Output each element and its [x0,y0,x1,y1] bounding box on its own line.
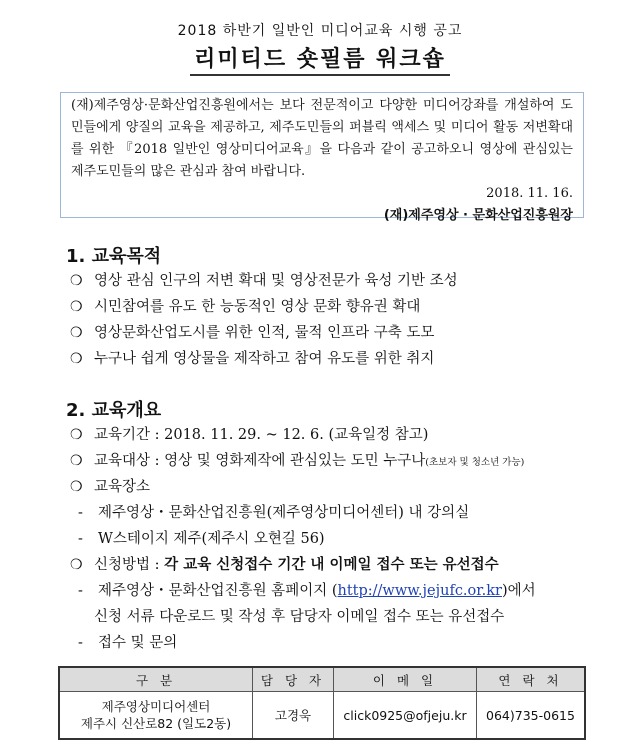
list-item: - 접수 및 문의 [70,630,630,656]
circle-bullet-icon: ❍ [70,299,83,315]
column-header: 구 분 [59,667,253,692]
dash-bullet: - [78,583,83,599]
list-item: ❍ 교육기간 : 2018. 11. 29. ~ 12. 6. (교육일정 참고) [70,422,630,448]
list-item: - W스테이지 제주(제주시 오현길 56) [70,526,630,552]
list-item: ❍ 신청방법 : 각 교육 신청접수 기간 내 이메일 접수 또는 유선접수 [70,552,630,578]
circle-bullet-icon: ❍ [70,325,83,341]
list-item: ❍ 누구나 쉽게 영상물을 제작하고 참여 유도를 위한 취지 [70,346,630,372]
purpose-list [70,268,630,372]
target-note: (초보자 및 청소년 가능) [425,457,525,468]
notice-pre-title: 2018 하반기 일반인 미디어교육 시행 공고 [177,23,463,39]
notice-box [60,92,584,223]
list-item: - 제주영상・문화산업진흥원 홈페이지 (http://www.jejufc.or.kr)에서 [70,578,630,604]
dash-bullet: - [78,531,83,547]
dash-bullet: - [78,635,83,651]
apply-method-bold: 각 교육 신청접수 기간 내 이메일 접수 또는 유선접수 [164,556,499,573]
phone-cell: 064)735-0615 [477,692,586,740]
contact-table [58,666,586,740]
manager-cell: 고경욱 [253,692,334,740]
org-address: 제주시 신산로82 (일도2동) [80,716,232,731]
table-header-row [59,667,585,692]
list-item: ❍ 교육장소 [70,474,630,500]
circle-bullet-icon: ❍ [70,479,83,495]
column-header: 담 당 자 [253,667,334,692]
list-item: ❍ 교육대상 : 영상 및 영화제작에 관심있는 도민 누구나(초보자 및 청소년 가능) [70,448,630,474]
notice-signature: (재)제주영상 · 문화산업진흥원장 [383,208,573,223]
circle-bullet-icon: ❍ [70,273,83,289]
homepage-link[interactable]: http://www.jejufc.or.kr [337,583,502,599]
column-header: 연 락 처 [477,667,586,692]
circle-bullet-icon: ❍ [70,427,83,443]
list-item: ❍ 시민참여를 유도 한 능동적인 영상 문화 향유권 확대 [70,294,630,320]
overview-list [70,422,630,656]
table-row [59,692,585,740]
section-heading-overview: 2. 교육개요 [66,400,162,421]
org-cell [59,692,253,740]
circle-bullet-icon: ❍ [70,453,83,469]
dash-bullet: - [78,505,83,521]
list-item: ❍ 영상 관심 인구의 저변 확대 및 영상전문가 육성 기반 조성 [70,268,630,294]
notice-date: 2018. 11. 16. [486,186,573,201]
list-item: - 제주영상・문화산업진흥원(제주영상미디어센터) 내 강의실 [70,500,630,526]
org-name: 제주영상미디어센터 [101,699,211,714]
notice-body: (재)제주영상·문화산업진흥원에서는 보다 전문적이고 다양한 미디어강좌를 개설하여 도민들에게 양질의 교육을 제공하고, 제주도민들의 퍼블릭 액세스 및 미디어 활동 저변확대를 위한 『2018 일반인 영상미디어교육』을 다음과 같이 공고하오니 영상에 관심있는 제주도민들의 많은 관심과 참여 바랍니다. [71,98,573,179]
column-header: 이 메 일 [334,667,477,692]
list-item: ❍ 영상문화산업도시를 위한 인적, 물적 인프라 구축 도모 [70,320,630,346]
email-cell[interactable]: click0925@ofjeju.kr [334,692,477,740]
title-underline [190,74,450,76]
section-heading-purpose: 1. 교육목적 [66,246,162,267]
page-title: 리미티드 숏필름 워크숍 [194,47,446,72]
circle-bullet-icon: ❍ [70,351,83,367]
list-item-continued: 신청 서류 다운로드 및 작성 후 담당자 이메일 접수 또는 유선접수 [94,609,505,625]
circle-bullet-icon: ❍ [70,557,83,573]
